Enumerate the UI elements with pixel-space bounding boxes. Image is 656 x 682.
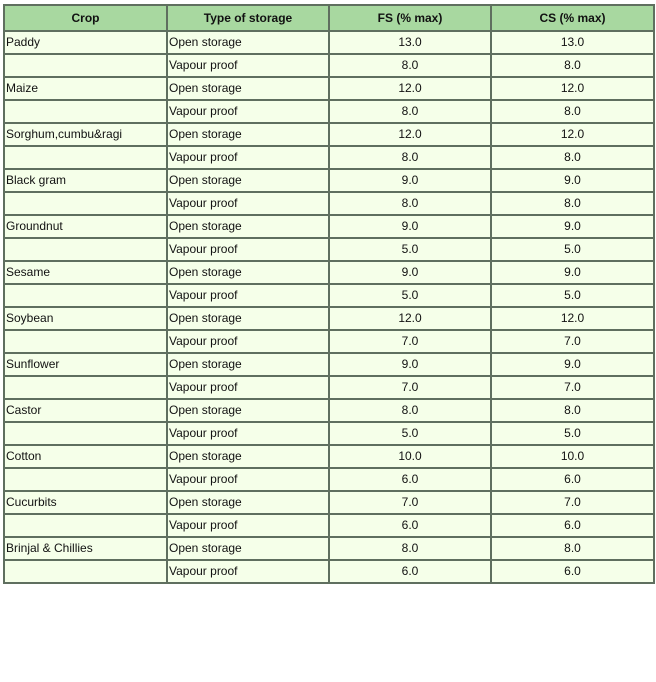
fs-value-cell: 8.0 — [329, 537, 491, 560]
fs-value-cell: 6.0 — [329, 560, 491, 583]
fs-value-cell: 8.0 — [329, 54, 491, 77]
storage-type-cell: Vapour proof — [167, 422, 329, 445]
table-row — [4, 215, 654, 238]
table-row — [4, 468, 654, 491]
seed-moisture-table — [3, 4, 655, 584]
table-row — [4, 31, 654, 54]
fs-value-cell: 8.0 — [329, 399, 491, 422]
cs-value-cell: 8.0 — [491, 146, 654, 169]
fs-value-cell: 5.0 — [329, 422, 491, 445]
fs-value-cell: 8.0 — [329, 192, 491, 215]
header-fs-max: FS (% max) — [329, 5, 491, 31]
crop-cell: Sorghum,cumbu&ragi — [4, 123, 167, 146]
fs-value-cell: 7.0 — [329, 491, 491, 514]
crop-cell: Black gram — [4, 169, 167, 192]
cs-value-cell: 6.0 — [491, 560, 654, 583]
storage-type-cell: Vapour proof — [167, 100, 329, 123]
cs-value-cell: 9.0 — [491, 261, 654, 284]
storage-type-cell: Vapour proof — [167, 192, 329, 215]
storage-type-cell: Vapour proof — [167, 514, 329, 537]
cs-value-cell: 9.0 — [491, 353, 654, 376]
cs-value-cell: 7.0 — [491, 330, 654, 353]
fs-value-cell: 8.0 — [329, 100, 491, 123]
crop-cell: Castor — [4, 399, 167, 422]
fs-value-cell: 6.0 — [329, 514, 491, 537]
crop-cell — [4, 284, 167, 307]
crop-cell — [4, 238, 167, 261]
cs-value-cell: 8.0 — [491, 100, 654, 123]
cs-value-cell: 9.0 — [491, 215, 654, 238]
cs-value-cell: 7.0 — [491, 491, 654, 514]
fs-value-cell: 8.0 — [329, 146, 491, 169]
crop-cell — [4, 100, 167, 123]
header-row — [4, 5, 654, 31]
crop-cell: Soybean — [4, 307, 167, 330]
storage-type-cell: Open storage — [167, 353, 329, 376]
storage-type-cell: Open storage — [167, 123, 329, 146]
cs-value-cell: 8.0 — [491, 399, 654, 422]
table-row — [4, 330, 654, 353]
storage-type-cell: Open storage — [167, 261, 329, 284]
storage-type-cell: Open storage — [167, 491, 329, 514]
crop-cell: Cotton — [4, 445, 167, 468]
storage-type-cell: Open storage — [167, 307, 329, 330]
fs-value-cell: 9.0 — [329, 353, 491, 376]
table-row — [4, 238, 654, 261]
storage-type-cell: Open storage — [167, 445, 329, 468]
crop-cell — [4, 422, 167, 445]
storage-type-cell: Vapour proof — [167, 238, 329, 261]
cs-value-cell: 12.0 — [491, 307, 654, 330]
fs-value-cell: 9.0 — [329, 215, 491, 238]
storage-type-cell: Vapour proof — [167, 560, 329, 583]
table-row — [4, 54, 654, 77]
fs-value-cell: 12.0 — [329, 77, 491, 100]
cs-value-cell: 12.0 — [491, 123, 654, 146]
crop-cell — [4, 376, 167, 399]
fs-value-cell: 13.0 — [329, 31, 491, 54]
cs-value-cell: 13.0 — [491, 31, 654, 54]
cs-value-cell: 10.0 — [491, 445, 654, 468]
table-row — [4, 537, 654, 560]
table-header — [4, 5, 654, 31]
crop-cell — [4, 560, 167, 583]
header-cs-max: CS (% max) — [491, 5, 654, 31]
storage-type-cell: Vapour proof — [167, 330, 329, 353]
crop-cell — [4, 330, 167, 353]
table-row — [4, 514, 654, 537]
crop-cell: Paddy — [4, 31, 167, 54]
table-row — [4, 376, 654, 399]
table-row — [4, 146, 654, 169]
storage-type-cell: Vapour proof — [167, 468, 329, 491]
fs-value-cell: 9.0 — [329, 261, 491, 284]
cs-value-cell: 8.0 — [491, 54, 654, 77]
table-row — [4, 261, 654, 284]
fs-value-cell: 7.0 — [329, 376, 491, 399]
fs-value-cell: 12.0 — [329, 123, 491, 146]
table-row — [4, 491, 654, 514]
table-row — [4, 399, 654, 422]
fs-value-cell: 9.0 — [329, 169, 491, 192]
fs-value-cell: 12.0 — [329, 307, 491, 330]
crop-cell — [4, 514, 167, 537]
table-row — [4, 192, 654, 215]
crop-cell — [4, 146, 167, 169]
crop-cell — [4, 54, 167, 77]
cs-value-cell: 5.0 — [491, 238, 654, 261]
header-storage-type: Type of storage — [167, 5, 329, 31]
cs-value-cell: 8.0 — [491, 192, 654, 215]
crop-cell — [4, 192, 167, 215]
storage-type-cell: Vapour proof — [167, 284, 329, 307]
crop-cell: Maize — [4, 77, 167, 100]
crop-cell: Groundnut — [4, 215, 167, 238]
crop-cell: Sesame — [4, 261, 167, 284]
table-row — [4, 353, 654, 376]
storage-type-cell: Open storage — [167, 399, 329, 422]
table-row — [4, 100, 654, 123]
cs-value-cell: 5.0 — [491, 284, 654, 307]
table-row — [4, 169, 654, 192]
table-row — [4, 123, 654, 146]
cs-value-cell: 9.0 — [491, 169, 654, 192]
cs-value-cell: 6.0 — [491, 514, 654, 537]
fs-value-cell: 7.0 — [329, 330, 491, 353]
cs-value-cell: 5.0 — [491, 422, 654, 445]
fs-value-cell: 5.0 — [329, 284, 491, 307]
crop-cell: Cucurbits — [4, 491, 167, 514]
header-crop: Crop — [4, 5, 167, 31]
crop-cell: Brinjal & Chillies — [4, 537, 167, 560]
table-row — [4, 284, 654, 307]
fs-value-cell: 10.0 — [329, 445, 491, 468]
cs-value-cell: 6.0 — [491, 468, 654, 491]
table-row — [4, 560, 654, 583]
storage-type-cell: Open storage — [167, 77, 329, 100]
storage-type-cell: Vapour proof — [167, 146, 329, 169]
fs-value-cell: 5.0 — [329, 238, 491, 261]
table-row — [4, 445, 654, 468]
crop-cell: Sunflower — [4, 353, 167, 376]
storage-type-cell: Open storage — [167, 215, 329, 238]
crop-cell — [4, 468, 167, 491]
cs-value-cell: 7.0 — [491, 376, 654, 399]
table-row — [4, 77, 654, 100]
cs-value-cell: 8.0 — [491, 537, 654, 560]
fs-value-cell: 6.0 — [329, 468, 491, 491]
storage-type-cell: Open storage — [167, 31, 329, 54]
storage-type-cell: Vapour proof — [167, 54, 329, 77]
cs-value-cell: 12.0 — [491, 77, 654, 100]
table-body — [4, 31, 654, 583]
table-row — [4, 422, 654, 445]
table-row — [4, 307, 654, 330]
storage-type-cell: Open storage — [167, 537, 329, 560]
storage-type-cell: Open storage — [167, 169, 329, 192]
storage-type-cell: Vapour proof — [167, 376, 329, 399]
